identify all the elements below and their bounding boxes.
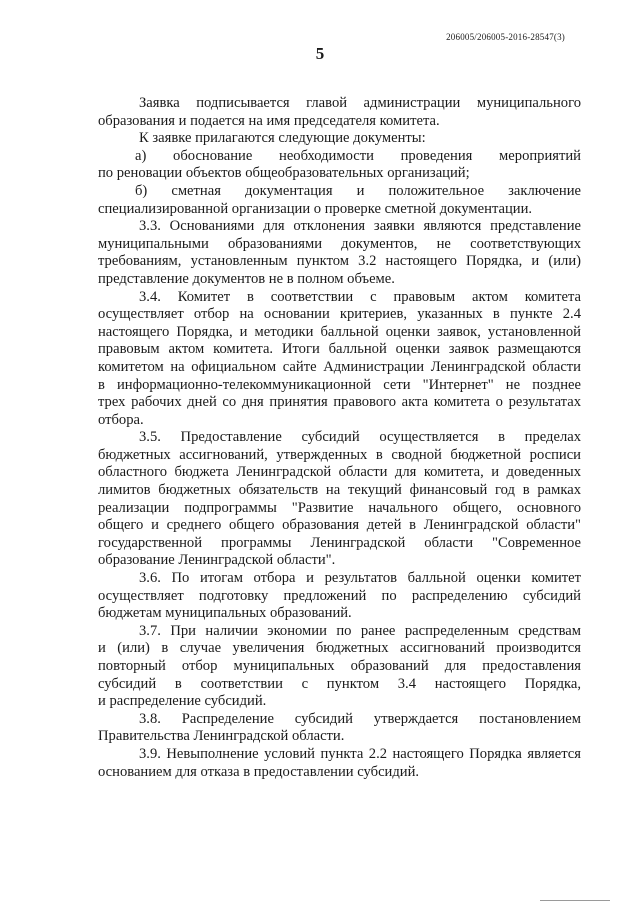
paragraph-line: бюджетных ассигнований, утвержденных в сводной бюджетной росписи — [98, 446, 581, 463]
paragraph-line: 3.4. Комитет в соответствии с правовым актом комитета — [139, 288, 581, 305]
paragraph-line: отбора. — [98, 411, 144, 428]
paragraph-line: 3.6. По итогам отбора и результатов балльной оценки комитет — [139, 570, 581, 587]
paragraph-line: а) обоснование необходимости проведения мероприятий — [135, 147, 581, 164]
paragraph-line: реализации подпрограммы "Развитие начального общего, основного — [98, 499, 581, 516]
paragraph-line: образование Ленинградской области". — [98, 552, 336, 569]
paragraph-line: основанием для отказа в предоставлении субсидий. — [98, 763, 420, 780]
paragraph-line: требованиям, установленным пунктом 3.2 настоящего Порядка, и (или) — [98, 253, 581, 270]
scan-artifact-line — [540, 900, 610, 901]
paragraph-line: областного бюджета Ленинградской области для комитета, и доведенных — [98, 464, 581, 481]
paragraph — [98, 289, 581, 430]
paragraph — [98, 148, 581, 183]
paragraph — [98, 570, 581, 623]
paragraph-line: повторный отбор муниципальных образований для предоставления — [98, 658, 581, 674]
paragraph-line: общего и среднего общего образования детей в Ленинградской области" — [98, 517, 581, 534]
paragraph-line: представление документов не в полном объеме. — [98, 270, 395, 287]
paragraph — [98, 429, 581, 570]
paragraph-line: правовым актом комитета. Итоги балльной оценки заявок размещаются — [98, 341, 581, 358]
paragraph-line: Заявка подписывается главой администрации муниципального — [139, 95, 581, 111]
paragraph-line: трех рабочих дней со дня принятия правового акта комитета о результатах — [98, 394, 581, 411]
page-number: 5 — [315, 44, 325, 63]
paragraph-line: Правительства Ленинградской области. — [98, 728, 345, 745]
paragraph-line: 3.8. Распределение субсидий утверждается постановлением — [139, 710, 581, 727]
paragraph — [98, 623, 581, 711]
paragraph-line: К заявке прилагаются следующие документы: — [139, 130, 426, 147]
paragraph-line: осуществляет подготовку предложений по распределению субсидий — [98, 587, 581, 604]
paragraph-line: и распределение субсидий. — [98, 693, 267, 710]
paragraph-line: комитетом на официальном сайте Администрации Ленинградской области — [98, 358, 581, 375]
paragraph — [98, 711, 581, 746]
paragraph-line: осуществляет отбор на основании критериев, указанных в пункте 2.4 — [98, 306, 581, 323]
paragraph-line: 3.3. Основаниями для отклонения заявки являются представление — [139, 218, 581, 235]
paragraph-line: настоящего Порядка, и методики балльной оценки заявок, установленной — [98, 323, 581, 340]
paragraph-line: специализированной организации о проверке сметной документации. — [98, 200, 533, 217]
paragraph-line: 3.5. Предоставление субсидий осуществляется в пределах — [139, 429, 581, 446]
paragraph-line: образования и подается на имя председателя комитета. — [98, 112, 440, 129]
paragraph-line: по реновации объектов общеобразовательных организаций; — [98, 165, 470, 182]
paragraph-line: б) сметная документация и положительное заключение — [135, 182, 581, 199]
paragraph — [98, 746, 581, 781]
paragraph-line: бюджетам муниципальных образований. — [98, 605, 352, 622]
paragraph-line: лимитов бюджетных обязательств на текущий финансовый год в рамках — [98, 482, 581, 499]
paragraph — [98, 183, 581, 218]
paragraph-line: субсидий в соответствии с пунктом 3.4 настоящего Порядка, — [98, 675, 581, 692]
paragraph-line: и (или) в случае увеличения бюджетных ассигнований производится — [98, 640, 581, 657]
document-body — [98, 95, 581, 781]
paragraph-line: муниципальными образованиями документов, не соответствующих — [98, 235, 581, 252]
paragraph-line: 3.9. Невыполнение условий пункта 2.2 настоящего Порядка является — [139, 745, 581, 762]
document-id: 206005/206005-2016-28547(3) — [446, 32, 565, 42]
paragraph-line: в информационно-телекоммуникационной сети "Интернет" не позднее — [98, 376, 581, 393]
paragraph-line: государственной программы Ленинградской области "Современное — [98, 534, 581, 551]
paragraph — [98, 218, 581, 288]
paragraph — [98, 130, 581, 148]
paragraph-line: 3.7. При наличии экономии по ранее распределенным средствам — [139, 622, 581, 639]
paragraph — [98, 95, 581, 130]
